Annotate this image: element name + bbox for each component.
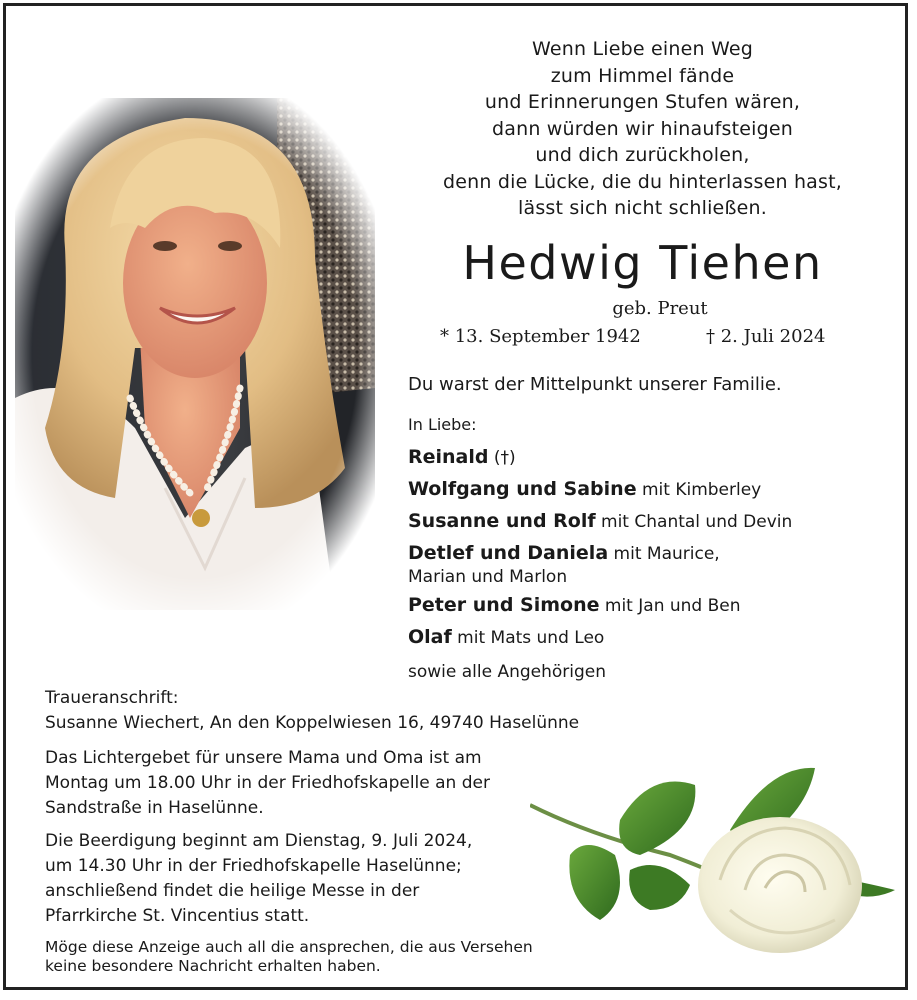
funeral-line: Die Beerdigung beginnt am Dienstag, 9. Juli 2024, bbox=[45, 831, 473, 851]
death-date: † 2. Juli 2024 bbox=[706, 326, 826, 347]
mourner-entry bbox=[408, 508, 888, 536]
poem-line: und dich zurückholen, bbox=[535, 144, 750, 166]
mourner-names: Detlef und Daniela bbox=[408, 542, 609, 564]
mourner-entry bbox=[408, 624, 888, 652]
poem-line: zum Himmel fände bbox=[550, 64, 735, 87]
mourner-names: Peter und Simone bbox=[408, 594, 600, 616]
funeral-line: um 14.30 Uhr in der Friedhofskapelle Haselünne; bbox=[45, 856, 462, 876]
prayer-line: Das Lichtergebet für unsere Mama und Oma ist am bbox=[45, 748, 482, 768]
poem-line: denn die Lücke, die du hinterlassen hast, bbox=[442, 170, 843, 193]
maiden-name: geb. Preut bbox=[612, 298, 708, 319]
mourner-list bbox=[408, 444, 888, 656]
mourning-address bbox=[45, 686, 579, 736]
mourner-names: Wolfgang und Sabine bbox=[408, 478, 637, 500]
closing-line: Möge diese Anzeige auch all die ansprechen, die aus Versehen bbox=[45, 938, 533, 956]
poem-line: Wenn Liebe einen Weg bbox=[531, 38, 754, 60]
mourner-detail: mit Kimberley bbox=[636, 480, 762, 500]
deceased-name: Hedwig Tiehen bbox=[462, 236, 823, 290]
funeral-line: anschließend findet die heilige Messe in der bbox=[45, 881, 420, 901]
mourner-detail: mit Maurice, bbox=[608, 544, 720, 564]
mourner-entry bbox=[408, 476, 888, 504]
poem-line: und Erinnerungen Stufen wären, bbox=[484, 91, 801, 113]
relatives-line: sowie alle Angehörigen bbox=[408, 662, 607, 682]
mourner-continuation: Marian und Marlon bbox=[408, 567, 568, 587]
funeral-notice bbox=[45, 829, 472, 929]
mourner-names: Susanne und Rolf bbox=[408, 510, 596, 532]
address-label: Traueranschrift: bbox=[45, 688, 179, 708]
mourner-detail: mit Jan und Ben bbox=[599, 596, 741, 616]
prayer-line: Montag um 18.00 Uhr in der Friedhofskapelle an der bbox=[45, 773, 490, 793]
portrait-photo bbox=[15, 98, 375, 610]
prayer-notice bbox=[45, 746, 490, 821]
poem-line: dann würden wir hinaufsteigen bbox=[491, 117, 794, 140]
closing-line: keine besondere Nachricht erhalten haben. bbox=[45, 957, 381, 975]
white-rose-image bbox=[530, 760, 900, 960]
birth-date: * 13. September 1942 bbox=[440, 326, 641, 347]
in-love-label: In Liebe: bbox=[408, 415, 477, 434]
mourner-detail: (†) bbox=[488, 448, 516, 468]
mourner-entry bbox=[408, 592, 888, 620]
tagline: Du warst der Mittelpunkt unserer Familie. bbox=[408, 374, 782, 395]
address-value: Susanne Wiechert, An den Koppelwiesen 16, 49740 Haselünne bbox=[45, 713, 580, 733]
funeral-line: Pfarrkirche St. Vincentius statt. bbox=[45, 906, 310, 926]
mourner-detail: mit Mats und Leo bbox=[451, 628, 605, 648]
prayer-line: Sandstraße in Haselünne. bbox=[45, 798, 264, 818]
poem bbox=[400, 36, 885, 222]
mourner-names: Reinald bbox=[408, 446, 489, 468]
poem-line: lässt sich nicht schließen. bbox=[518, 197, 767, 219]
mourner-detail: mit Chantal und Devin bbox=[595, 512, 793, 532]
mourner-entry bbox=[408, 540, 888, 588]
mourner-names: Olaf bbox=[408, 626, 452, 648]
closing-note bbox=[45, 938, 533, 976]
mourner-entry bbox=[408, 444, 888, 472]
